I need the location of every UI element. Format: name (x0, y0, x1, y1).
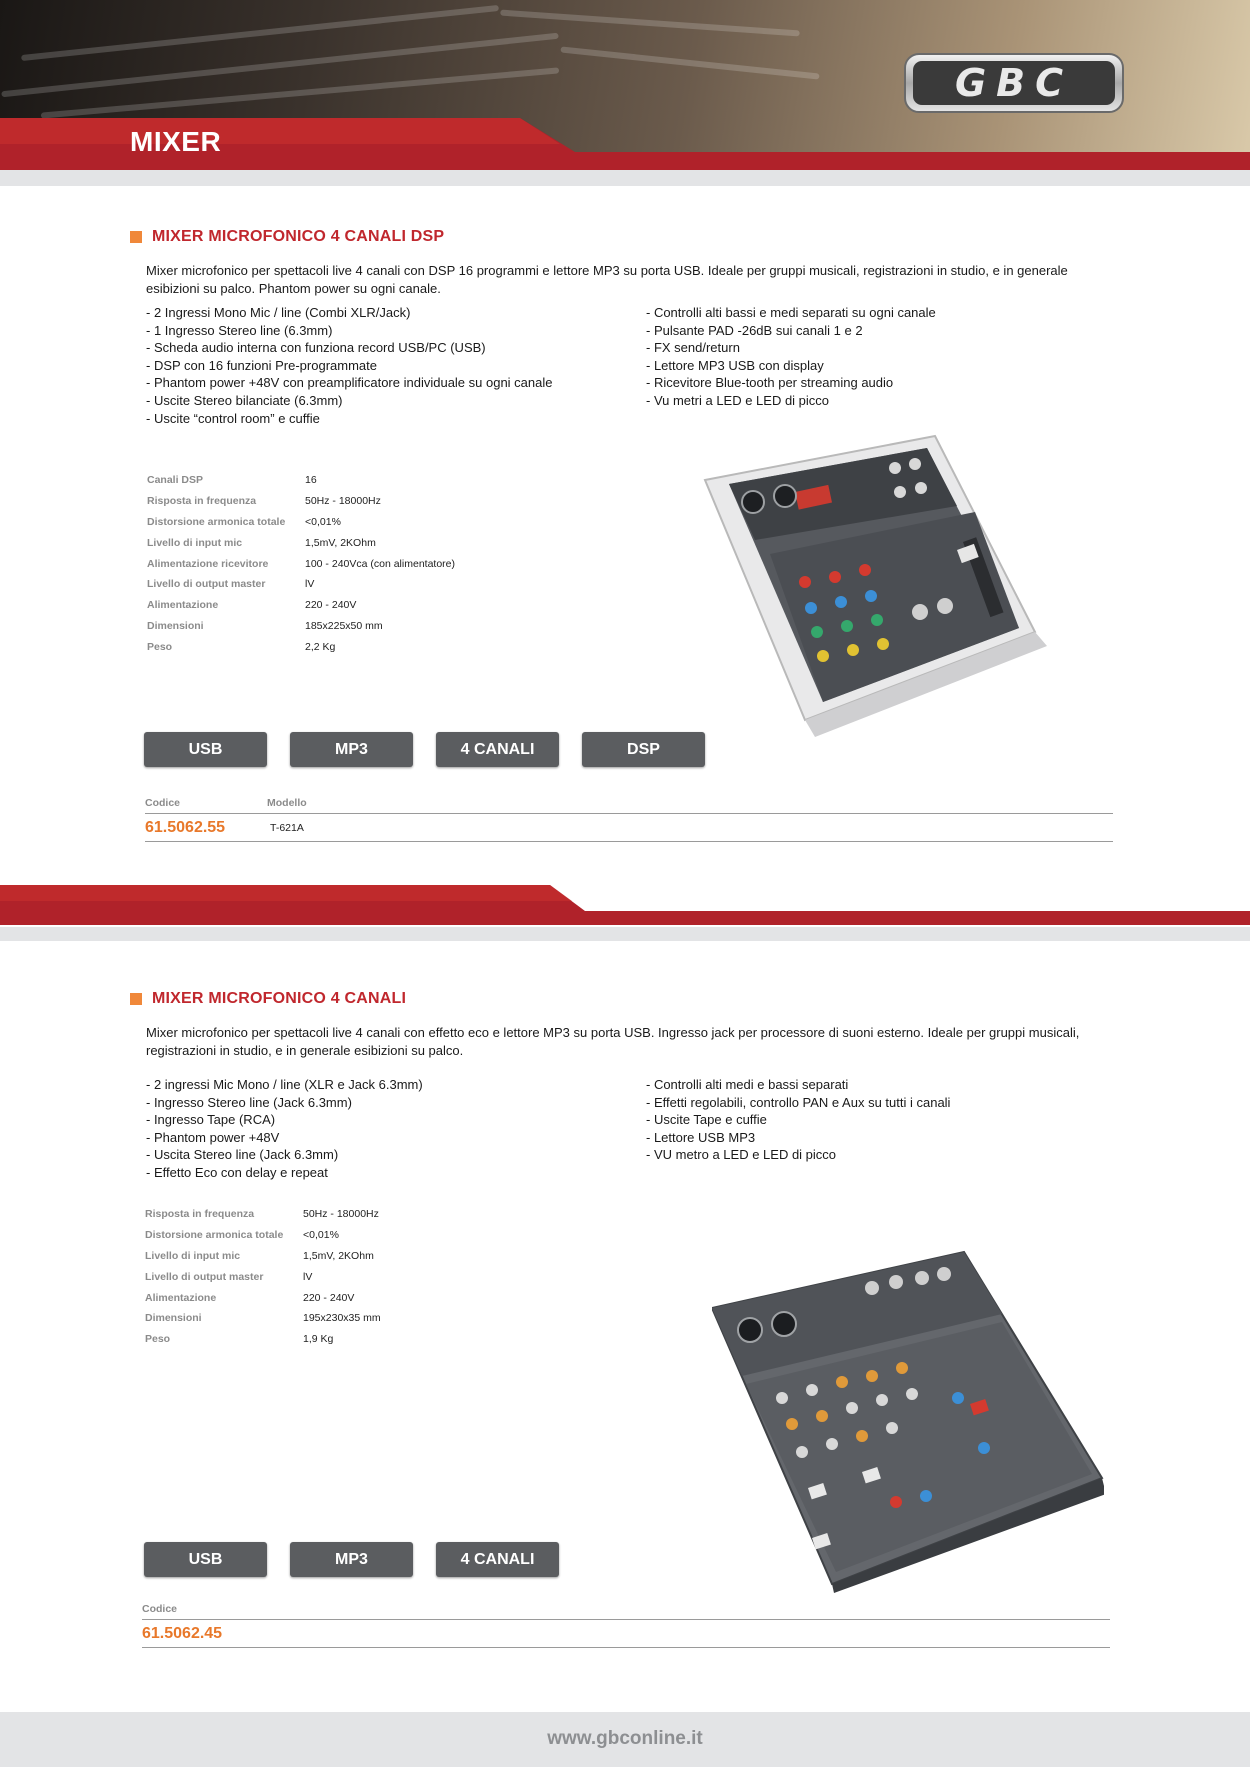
spec-row (145, 1225, 381, 1246)
spec-value: <0,01% (305, 515, 341, 528)
feature-item: - Vu metri a LED e LED di picco (646, 392, 830, 408)
spec-value: lV (305, 578, 315, 591)
spec-value: 220 - 240V (303, 1291, 355, 1304)
badge-usb: USB (144, 732, 267, 767)
square-bullet-icon (130, 993, 142, 1005)
product2-features-right (646, 1076, 950, 1164)
product-code: 61.5062.55 (145, 818, 226, 836)
spec-label: Dimensioni (145, 1312, 202, 1325)
product1-mixer-image (695, 432, 1090, 794)
feature-item: - Scheda audio interna con funziona record USB/PC (USB) (146, 340, 486, 356)
feature-item: - 2 ingressi Mic Mono / line (XLR e Jack 6.3mm) (146, 1077, 423, 1092)
spec-value: <0,01% (303, 1229, 339, 1242)
product1-title-row (130, 228, 444, 246)
gbc-logo (903, 50, 1125, 116)
badge-mp3: MP3 (290, 732, 413, 767)
spec-label: Risposta in frequenza (145, 1208, 255, 1221)
spec-label: Peso (145, 1333, 171, 1346)
product2-title-row (130, 990, 406, 1008)
spec-value: 16 (305, 474, 317, 487)
product1-title: MIXER MICROFONICO 4 CANALI DSP (152, 228, 445, 245)
square-bullet-icon (130, 231, 142, 243)
code-header-label: Codice (145, 796, 181, 809)
spec-label: Peso (147, 640, 173, 653)
svg-text:GBC: GBC (954, 61, 1074, 105)
spec-label: Alimentazione (147, 599, 219, 612)
spec-row (147, 491, 455, 512)
spec-row (145, 1266, 381, 1287)
spec-row (147, 470, 455, 491)
website-url: www.gbconline.it (547, 1728, 703, 1749)
product1-code-table (145, 792, 1113, 842)
feature-item: - Uscite Tape e cuffie (646, 1112, 767, 1128)
product-code: 61.5062.45 (142, 1624, 223, 1642)
spec-label: Canali DSP (147, 474, 204, 487)
spec-row (145, 1204, 381, 1225)
product1-specs-table (147, 470, 455, 657)
feature-item: - Lettore USB MP3 (646, 1129, 756, 1145)
feature-item: - VU metro a LED e LED di picco (646, 1147, 837, 1163)
spec-row (147, 532, 455, 553)
feature-item: - Phantom power +48V (146, 1129, 280, 1145)
spec-row (147, 636, 455, 657)
spec-label: Alimentazione (145, 1291, 217, 1304)
header-banner (0, 0, 1250, 170)
model-header-label: Modello (267, 796, 307, 809)
code-table-row (145, 814, 1113, 842)
feature-item: - Uscite Stereo bilanciate (6.3mm) (146, 392, 343, 408)
code-table-row (142, 1620, 1110, 1648)
spec-value: 100 - 240Vca (con alimentatore) (305, 557, 455, 570)
spec-label: Distorsione armonica totale (145, 1229, 284, 1242)
spec-label: Alimentazione ricevitore (147, 557, 269, 570)
spec-value: 185x225x50 mm (305, 619, 383, 632)
spec-row (145, 1308, 381, 1329)
spec-value: 1,5mV, 2KOhm (305, 536, 376, 549)
product2-title: MIXER MICROFONICO 4 CANALI (152, 990, 407, 1007)
code-table-header (145, 792, 1113, 814)
feature-item: - Controlli alti bassi e medi separati su ogni canale (646, 305, 936, 320)
spec-value: 50Hz - 18000Hz (303, 1208, 379, 1221)
product2-features-left (146, 1076, 423, 1182)
product2-specs-table (145, 1204, 381, 1350)
feature-item: - Controlli alti medi e bassi separati (646, 1077, 849, 1092)
spec-value: 1,9 Kg (303, 1333, 334, 1346)
product1-description: Mixer microfonico per spettacoli live 4 canali con DSP 16 programmi e lettore MP3 su porta USB. Ideale per gruppi musicali, registrazioni in studio, e in generale esibizioni su palco. Phantom power su ogni canale. (146, 263, 1068, 296)
page-title: MIXER (130, 126, 222, 157)
spec-label: Distorsione armonica totale (147, 515, 286, 528)
feature-item: - Uscite “control room” e cuffie (146, 410, 320, 426)
badge-4-canali: 4 CANALI (436, 732, 559, 767)
code-header-label: Codice (142, 1602, 178, 1615)
product2-feature-badges (144, 1542, 582, 1577)
spec-row (147, 616, 455, 637)
spec-label: Risposta in frequenza (147, 495, 257, 508)
spec-row (147, 574, 455, 595)
section-divider-band (0, 885, 1250, 943)
feature-item: - Pulsante PAD -26dB sui canali 1 e 2 (646, 322, 863, 338)
badge-usb: USB (144, 1542, 267, 1577)
feature-item: - Effetto Eco con delay e repeat (146, 1164, 328, 1180)
spec-value: 1,5mV, 2KOhm (303, 1249, 374, 1262)
spec-label: Livello di output master (145, 1270, 264, 1283)
badge-4-canali: 4 CANALI (436, 1542, 559, 1577)
feature-item: - 2 Ingressi Mono Mic / line (Combi XLR/Jack) (146, 305, 411, 320)
feature-item: - 1 Ingresso Stereo line (6.3mm) (146, 322, 333, 338)
feature-item: - Phantom power +48V con preamplificatore individuale su ogni canale (146, 375, 553, 391)
spec-row (145, 1246, 381, 1267)
product1-features-right (646, 304, 936, 410)
spec-row (145, 1287, 381, 1308)
badge-mp3: MP3 (290, 1542, 413, 1577)
product1-features-left (146, 304, 553, 427)
spec-row (147, 595, 455, 616)
header-gray-strip (0, 170, 1250, 186)
spec-label: Livello di input mic (147, 536, 243, 549)
spec-value: lV (303, 1270, 313, 1283)
spec-value: 195x230x35 mm (303, 1312, 381, 1325)
product2-description: Mixer microfonico per spettacoli live 4 canali con effetto eco e lettore MP3 su porta USB. Ingresso jack per processore di suoni esterno. Ideale per gruppi musicali, registrazioni in studio, e in generale esibizioni su palco. (146, 1025, 1080, 1058)
spec-label: Livello di input mic (145, 1249, 241, 1262)
spec-row (145, 1329, 381, 1350)
product2-code-table (142, 1598, 1110, 1648)
spec-label: Livello di output master (147, 578, 266, 591)
badge-dsp: DSP (582, 732, 705, 767)
feature-item: - Uscita Stereo line (Jack 6.3mm) (146, 1147, 339, 1163)
spec-value: 2,2 Kg (305, 640, 336, 653)
spec-value: 50Hz - 18000Hz (305, 495, 381, 508)
product1-feature-badges (144, 732, 728, 767)
feature-item: - FX send/return (646, 340, 740, 356)
footer (0, 1712, 1250, 1767)
spec-row (147, 553, 455, 574)
spec-value: 220 - 240V (305, 599, 357, 612)
code-table-header (142, 1598, 1110, 1620)
feature-item: - DSP con 16 funzioni Pre-programmate (146, 357, 377, 373)
spec-label: Dimensioni (147, 619, 204, 632)
feature-item: - Ricevitore Blue-tooth per streaming audio (646, 375, 894, 391)
feature-item: - Ingresso Stereo line (Jack 6.3mm) (146, 1094, 352, 1110)
feature-item: - Ingresso Tape (RCA) (146, 1112, 276, 1128)
product2-mixer-image (712, 1248, 1104, 1593)
spec-row (147, 512, 455, 533)
feature-item: - Lettore MP3 USB con display (646, 357, 824, 373)
product-model: T-621A (270, 821, 304, 834)
feature-item: - Effetti regolabili, controllo PAN e Aux su tutti i canali (646, 1094, 951, 1110)
